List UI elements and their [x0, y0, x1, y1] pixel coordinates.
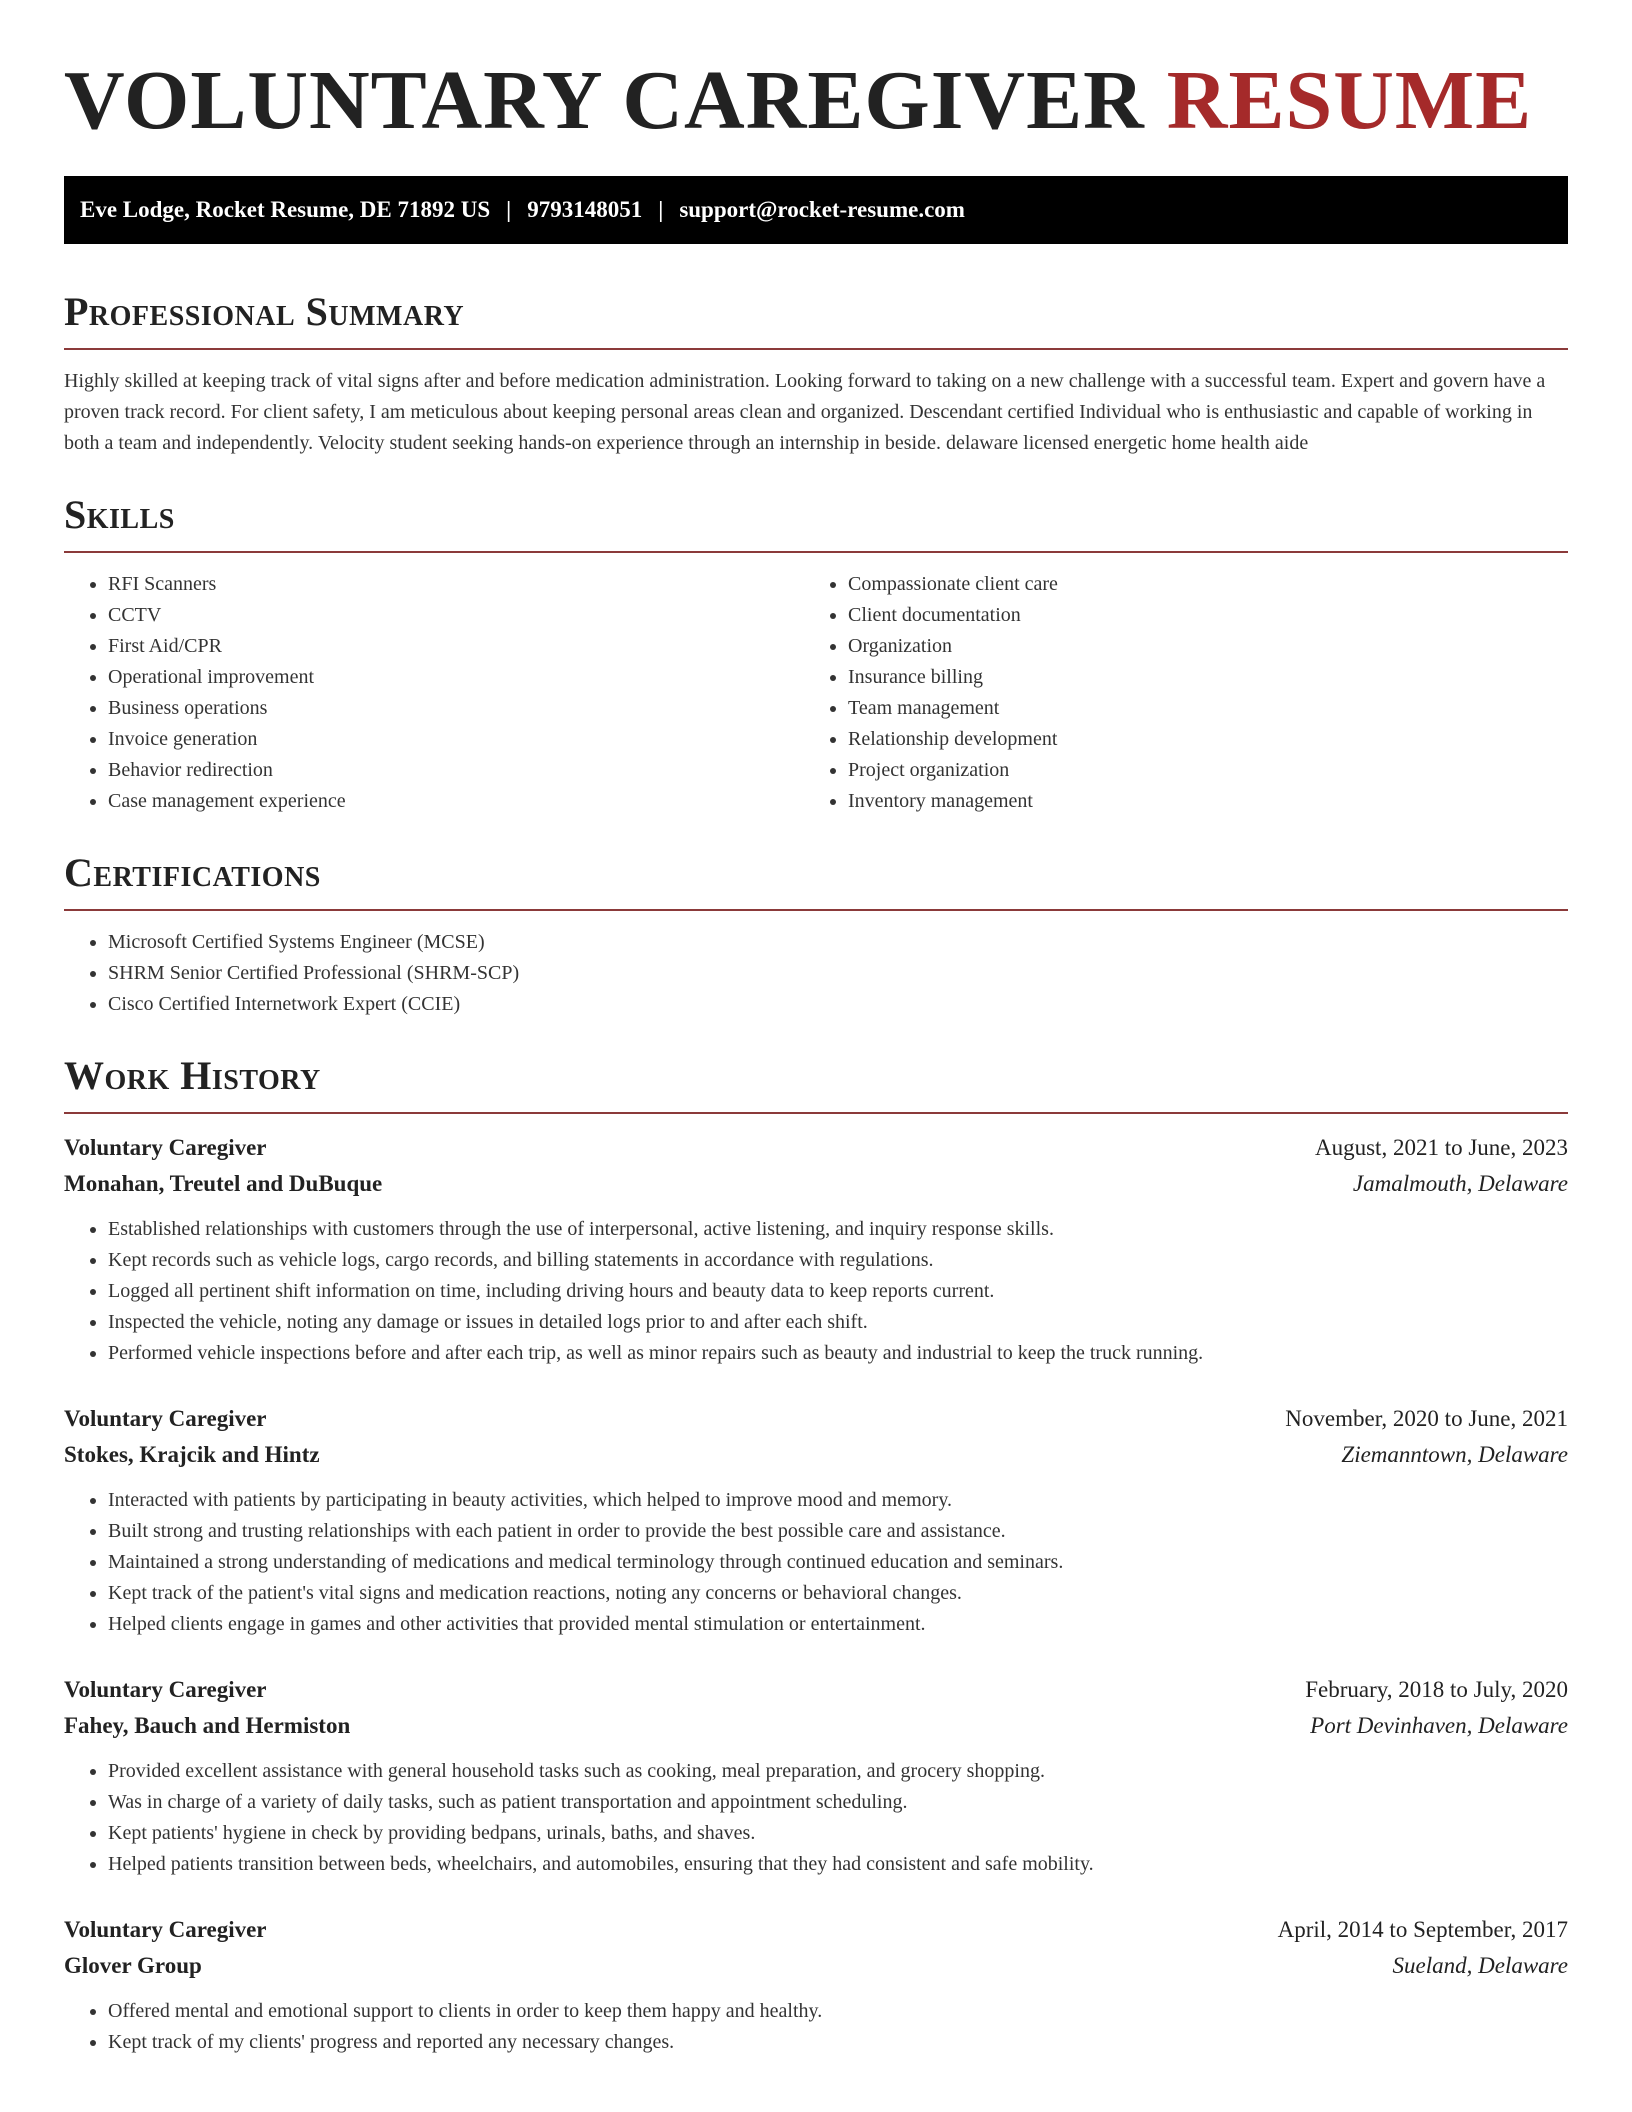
job-dates: November, 2020 to June, 2021 — [1285, 1406, 1568, 1431]
skill-item: • RFI Scanners — [108, 569, 804, 600]
job-company: Fahey, Bauch and Hermiston — [64, 1713, 351, 1738]
skill-item: • Insurance billing — [848, 662, 1544, 693]
job-entry — [64, 1672, 1568, 1880]
job-duty: • Helped patients transition between beds, wheelchairs, and automobiles, ensuring that they had consistent and safe mobility. — [108, 1849, 1568, 1880]
resume-title — [64, 0, 1568, 176]
skill-item: • CCTV — [108, 600, 804, 631]
job-duty: • Was in charge of a variety of daily tasks, such as patient transportation and appointment scheduling. — [108, 1787, 1568, 1818]
job-duty: • Provided excellent assistance with general household tasks such as cooking, meal preparation, and grocery shopping. — [108, 1756, 1568, 1787]
skill-item: • Organization — [848, 631, 1544, 662]
skill-item: • Operational improvement — [108, 662, 804, 693]
job-duties — [64, 1214, 1568, 1369]
contact-separator: | — [658, 197, 664, 222]
job-entry — [64, 1401, 1568, 1640]
job-duty: • Offered mental and emotional support to clients in order to keep them happy and healthy. — [108, 1996, 1568, 2027]
job-duty: • Kept track of the patient's vital signs and medication reactions, noting any concerns or behavioral changes. — [108, 1578, 1568, 1609]
work-history-heading: Work History — [64, 1052, 1568, 1114]
skill-item: • First Aid/CPR — [108, 631, 804, 662]
resume-page — [64, 0, 1568, 2058]
contact-email[interactable]: support@rocket-resume.com — [679, 197, 965, 222]
skill-item: • Compassionate client care — [848, 569, 1544, 600]
skill-item: • Team management — [848, 693, 1544, 724]
job-entry — [64, 1912, 1568, 2058]
summary-text: Highly skilled at keeping track of vital signs after and before medication administration. Looking forward to taking on a new challenge with a successful team. Expert and govern have a proven track record. For client safety, I am meticulous about keeping personal areas clean and organized. Descendant certified Individual who is enthusiastic and capable of working in both a team and independently. Velocity student seeking hands-on experience through an internship in beside. delaware licensed energetic home health aide — [64, 370, 1546, 454]
job-company: Stokes, Krajcik and Hintz — [64, 1442, 320, 1467]
job-company-row — [64, 1437, 1568, 1473]
skill-item: • Project organization — [848, 755, 1544, 786]
contact-separator: | — [506, 197, 512, 222]
contact-address: Eve Lodge, Rocket Resume, DE 71892 US — [80, 197, 491, 222]
skills-column-left — [64, 569, 804, 817]
certification-item: • Cisco Certified Internetwork Expert (CCIE) — [108, 989, 1568, 1020]
contact-phone: 9793148051 — [527, 197, 643, 222]
job-title: Voluntary Caregiver — [64, 1135, 267, 1160]
job-duties — [64, 1996, 1568, 2058]
job-location: Sueland, Delaware — [1392, 1953, 1568, 1978]
job-title: Voluntary Caregiver — [64, 1917, 267, 1942]
skill-item: • Invoice generation — [108, 724, 804, 755]
job-header-row — [64, 1912, 1568, 1948]
job-company-row — [64, 1166, 1568, 1202]
skills-list-right — [804, 569, 1544, 817]
job-dates: February, 2018 to July, 2020 — [1305, 1677, 1568, 1702]
certifications-list — [64, 927, 1568, 1020]
job-title: Voluntary Caregiver — [64, 1406, 267, 1431]
job-duty: • Kept track of my clients' progress and reported any necessary changes. — [108, 2027, 1568, 2058]
skill-item: • Business operations — [108, 693, 804, 724]
skills-heading: Skills — [64, 491, 1568, 553]
job-duty: • Established relationships with customers through the use of interpersonal, active listening, and inquiry response skills. — [108, 1214, 1568, 1245]
job-duties — [64, 1756, 1568, 1880]
job-duties — [64, 1485, 1568, 1640]
job-header-row — [64, 1672, 1568, 1708]
job-header-row — [64, 1130, 1568, 1166]
certifications-section — [64, 849, 1568, 1020]
job-duty: • Helped clients engage in games and other activities that provided mental stimulation or entertainment. — [108, 1609, 1568, 1640]
skill-item: • Inventory management — [848, 786, 1544, 817]
job-company: Glover Group — [64, 1953, 202, 1978]
job-header-row — [64, 1401, 1568, 1437]
summary-heading: Professional Summary — [64, 288, 1568, 350]
job-dates: April, 2014 to September, 2017 — [1277, 1917, 1568, 1942]
job-duty: • Built strong and trusting relationships with each patient in order to provide the best possible care and assistance. — [108, 1516, 1568, 1547]
skills-column-right — [804, 569, 1544, 817]
job-duty: • Kept patients' hygiene in check by providing bedpans, urinals, baths, and shaves. — [108, 1818, 1568, 1849]
skill-item: • Case management experience — [108, 786, 804, 817]
job-dates: August, 2021 to June, 2023 — [1315, 1135, 1568, 1160]
job-company-row — [64, 1948, 1568, 1984]
job-location: Jamalmouth, Delaware — [1352, 1171, 1568, 1196]
certification-item: • SHRM Senior Certified Professional (SHRM-SCP) — [108, 958, 1568, 989]
title-accent: RESUME — [1166, 54, 1533, 147]
summary-section — [64, 288, 1568, 459]
job-location: Port Devinhaven, Delaware — [1310, 1713, 1568, 1738]
job-duty: • Kept records such as vehicle logs, cargo records, and billing statements in accordance with regulations. — [108, 1245, 1568, 1276]
skills-section — [64, 491, 1568, 817]
job-duty: • Maintained a strong understanding of medications and medical terminology through continued education and seminars. — [108, 1547, 1568, 1578]
job-duty: • Performed vehicle inspections before and after each trip, as well as minor repairs such as beauty and industrial to keep the truck running. — [108, 1338, 1568, 1369]
skills-list-left — [64, 569, 804, 817]
certifications-heading: Certifications — [64, 849, 1568, 911]
certification-item: • Microsoft Certified Systems Engineer (MCSE) — [108, 927, 1568, 958]
job-duty: • Logged all pertinent shift information on time, including driving hours and beauty data to keep reports current. — [108, 1276, 1568, 1307]
job-company-row — [64, 1708, 1568, 1744]
job-entry — [64, 1130, 1568, 1369]
contact-bar — [64, 176, 1568, 244]
job-location: Ziemanntown, Delaware — [1341, 1442, 1568, 1467]
job-duty: • Interacted with patients by participating in beauty activities, which helped to improve mood and memory. — [108, 1485, 1568, 1516]
skill-item: • Client documentation — [848, 600, 1544, 631]
skill-item: • Behavior redirection — [108, 755, 804, 786]
skills-grid — [64, 569, 1568, 817]
job-company: Monahan, Treutel and DuBuque — [64, 1171, 383, 1196]
skill-item: • Relationship development — [848, 724, 1544, 755]
job-title: Voluntary Caregiver — [64, 1677, 267, 1702]
title-main: VOLUNTARY CAREGIVER — [64, 54, 1145, 147]
work-history-section — [64, 1052, 1568, 2058]
job-duty: • Inspected the vehicle, noting any damage or issues in detailed logs prior to and after each shift. — [108, 1307, 1568, 1338]
